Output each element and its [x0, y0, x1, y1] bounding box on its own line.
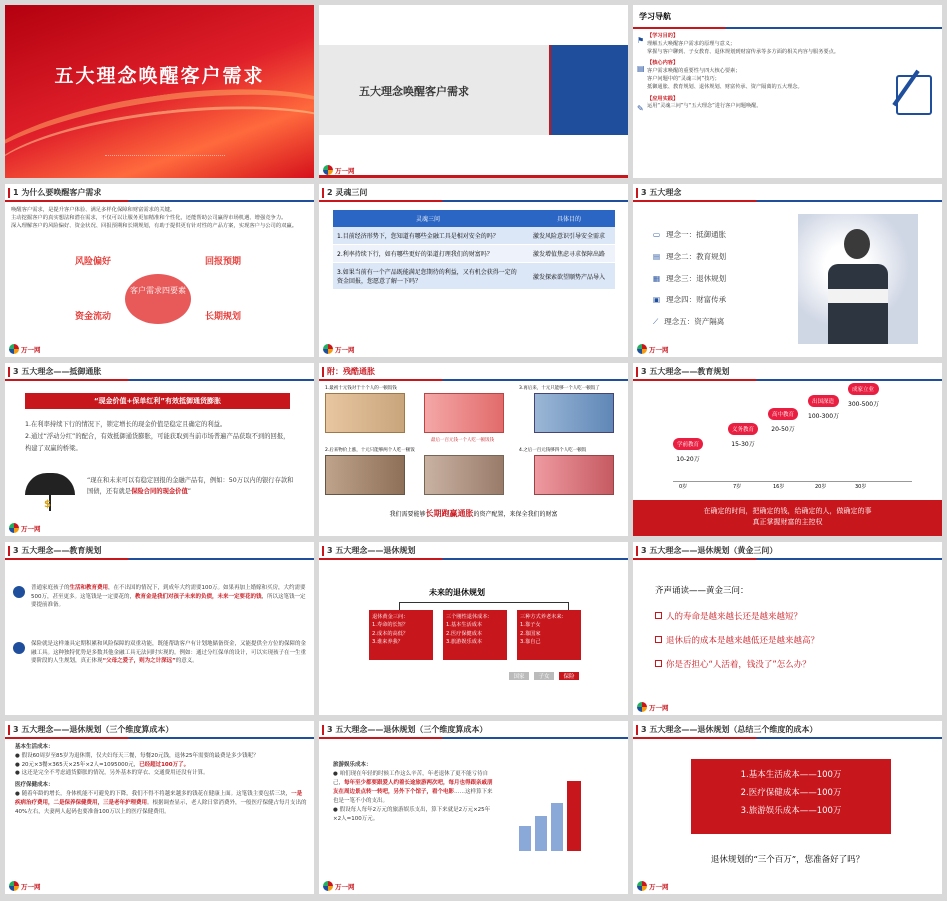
- caption-1: 1.最初十元钱对于十个人的一顿饭钱: [325, 386, 397, 391]
- tag-country: 国家: [509, 672, 529, 680]
- logo-icon: [323, 165, 333, 175]
- golden-q1: 人的寿命是越来越长还是越来越短？: [655, 610, 802, 622]
- tag-children: 子女: [534, 672, 554, 680]
- quadrant-liquidity: 资金流动: [75, 312, 112, 322]
- concept-item: ▦ 理念三：退休规划: [653, 273, 727, 283]
- flag-icon: ⚑: [637, 36, 645, 45]
- slide-5-three-questions[interactable]: [319, 184, 628, 357]
- concept-item: ▭ 理念一：抵御通胀: [653, 230, 727, 239]
- slide-7-inflation[interactable]: [5, 363, 314, 536]
- bottom-band: [319, 175, 628, 178]
- table-row: 1.目前经济形势下，您知道有哪些金融工具是相对安全的吗？ 激发风险意识引导安全需求: [333, 227, 615, 245]
- brand-logo: 万一网: [323, 881, 355, 891]
- nav-body: [637, 33, 872, 113]
- slide-header: 3 五大理念——教育规划: [5, 542, 314, 560]
- summary-row: 3.旅游娱乐成本——100万: [740, 805, 842, 816]
- slide-header: 2 灵魂三问: [319, 184, 628, 202]
- age-16: 16岁: [773, 484, 785, 490]
- table-row: 2.利率持续下行，如有哪些更好的渠道打理我们的财富吗？ 激发增值焦虑寻求保障出路: [333, 245, 615, 263]
- education-para-1: 普通家庭孩子的生活和教育费用，在不出国的情况下，到成年大约需要100万。如果再加上婚嫁和买房，大约需要500万，甚至更多。这笔钱是一定要花的，教育金是我们对孩子未来的负债，未来一定要花的钱，所以这笔钱一定要提前准备。: [31, 585, 306, 609]
- quadrant-risk: 风险偏好: [75, 257, 112, 267]
- summary-row: 2.医疗保健成本——100万: [740, 787, 842, 798]
- footer-text: 我们需要能够长期跑赢通胀的资产配置，来保全我们的财富: [389, 509, 558, 518]
- book-icon: ▤: [653, 251, 661, 261]
- questions-table: [333, 210, 615, 289]
- table-row: 3.如果当前有一个产品既能满足您期待的利益，又有机会获得一定的资金回报，您愿意了解一下吗？ 激发探索欲望顺势产品导入: [333, 263, 615, 290]
- core-3: 抵御通胀、教育规划、退休规划、财富传承、资产隔离的五大理念。: [647, 83, 803, 90]
- cover-footnote: [105, 155, 225, 165]
- slide-header: 3 五大理念——退休规划（黄金三问）: [633, 542, 942, 560]
- golden-title: 齐声诵读——黄金三问：: [655, 586, 749, 596]
- caption-3: 3.再后来，十元只能够一个人吃一顿饭了: [519, 386, 600, 391]
- banknote-10-old: [325, 393, 405, 433]
- person-image: [798, 214, 918, 344]
- brand-logo: 万一网: [637, 881, 669, 891]
- table-icon: ▭: [653, 230, 661, 239]
- slide-header: 3 五大理念——退休规划（三个维度算成本）: [5, 721, 314, 739]
- slide-title: 五大理念唤醒客户需求: [54, 65, 265, 87]
- slide-header: 1 为什么要唤醒客户需求: [5, 184, 314, 202]
- apply-icon: ✎: [637, 104, 644, 113]
- banknote-100: [424, 393, 504, 433]
- slide-header: 3 五大理念——抵御通胀: [5, 363, 314, 381]
- slide-2-title[interactable]: [319, 5, 628, 178]
- box-icon: ▣: [653, 295, 661, 305]
- bar-chart-illustration: [509, 771, 609, 861]
- cost-body: 基本生活成本： ● 假设60周岁至85岁为退休期，仅夫妇每天三餐，每餐20元钱，退休25年需要的最费是多少钱呢？ ● 20元×3餐×365天×25年×2人=1095000元，已经超过100万了。 ● 这还是完全不考虑通货膨胀的情况，另外基本的穿衣、交通费用还没有计算。 医疗保健成本： ● 随着年龄的增长，身体机能不可避免的下降，我们不得不将越来越多的钱花在健康上面。这笔钱主要包括三块，一是疾病治疗费用，二是保养保健费用，三是老年护理费用。根据调查显示，老人除日常消费外，一般医疗保健占每月支出的40%左右，夫妻两人起码也要准备100万以上的医疗保健费用。: [15, 744, 307, 815]
- square-bullet-icon: [655, 636, 662, 643]
- connector-top: [399, 602, 569, 610]
- slide-header: 附：残酷通胀: [319, 363, 628, 381]
- blue-accent: [549, 45, 628, 135]
- travel-body: 旅游娱乐成本： ● 咱们现在年轻的时候工作这么辛苦，年老退休了更不能亏待自己，每年至少都要跟爱人约着长途旅游两次吧，每月也得跟亲戚朋友在周边景点转一转吧，另外下个馆子，看个电影……这样算下来也是一笔不小的支出。 ● 假设每人每年2万元的旅游娱乐支出，算下来就是2万元×25年×2人=100万元。: [333, 762, 493, 823]
- brand-logo: 万一网: [9, 344, 41, 354]
- chart-icon: ⟋: [653, 317, 659, 326]
- slide-header: 学习导航: [639, 12, 671, 21]
- slide-header: 3 五大理念——退休规划（三个维度算成本）: [319, 721, 628, 739]
- slide-12-golden-questions[interactable]: [633, 542, 942, 715]
- slide-4-why[interactable]: [5, 184, 314, 357]
- header-line: [633, 27, 942, 29]
- concept-item: ▤ 理念二：教育规划: [653, 251, 727, 261]
- caption-5: 最后一百元钱一个人吃一顿饭钱: [431, 438, 494, 443]
- slide-11-retirement-plan[interactable]: [319, 542, 628, 715]
- concept-list: [653, 224, 726, 333]
- goal-2: 掌握与客户聊到、子女教育、退休规划到财富传承等多方面的相关内容与服务要点。: [647, 48, 839, 55]
- box-golden-questions: 退休黄金三问： 1.寿命的长短？ 2.成本的高低？ 3.谁来养我？: [369, 610, 433, 660]
- four-elements-diagram: [75, 254, 245, 349]
- education-para-2: 保险就是这样兼具定期积累和风险保障的双重功能，既能帮助客户有计划地储备资金，又能提供全方位的保障的金融工具。这种独特优势是多数其他金融工具无法同时实现的。例如：通过分红保单的设计，可以实现孩子在一生重要阶段的人生规划，真正体现“父母之爱子，则为之计深远”的意义。: [31, 641, 307, 665]
- section-title: 五大理念唤醒客户需求: [359, 85, 469, 98]
- slide-6-five-concepts[interactable]: [633, 184, 942, 357]
- stair-1: 义务教育 15-30万: [728, 423, 758, 448]
- banknote-100-mid: [424, 455, 504, 495]
- golden-q3: 你是否担心“人活着，钱没了”怎么办？: [655, 658, 811, 670]
- calendar-icon: ▦: [653, 273, 661, 283]
- concept-item: ▣ 理念四：财富传承: [653, 295, 727, 305]
- slide-1-cover[interactable]: [5, 5, 314, 178]
- slide-14-travel-cost[interactable]: [319, 721, 628, 894]
- apply-1: 运用“灵魂三问”与“五大理念”进行客户问题唤醒。: [647, 103, 762, 110]
- pen-paper-icon: [896, 75, 932, 115]
- slide-header: 3 五大理念——教育规划: [633, 363, 942, 381]
- brand-logo: 万一网: [9, 881, 41, 891]
- sec-title-goal: 【学习目的】: [647, 33, 679, 39]
- slide-10-education[interactable]: [5, 542, 314, 715]
- quote-text: “现在和未来可以有稳定回报的金融产品有，例如：50万以内的银行存款和国债，还有就是保险合同的现金价值”: [87, 477, 294, 496]
- slide-8-banknotes[interactable]: [319, 363, 628, 536]
- banknote-10-new: [534, 393, 614, 433]
- age-7: 7岁: [733, 484, 742, 490]
- quadrant-longterm: 长期规划: [205, 312, 242, 322]
- banknote-100-red: [534, 455, 614, 495]
- core-2: 客户问题中的“灵魂三问”技巧；: [647, 75, 720, 82]
- stair-2: 高中教育 20-50万: [768, 408, 798, 433]
- brand-logo: 万一网: [323, 344, 355, 354]
- sec-title-apply: 【应用实践】: [647, 95, 679, 102]
- brand-logo: 万一网: [9, 523, 41, 533]
- slide-3-nav[interactable]: [633, 5, 942, 178]
- concept-item: ⟋ 理念五：资产隔离: [653, 317, 725, 326]
- age-30: 30岁: [855, 484, 867, 490]
- education-icon: [13, 586, 25, 598]
- umbrella-icon: $: [25, 473, 75, 513]
- stair-0: 学前教育 10-20万: [673, 438, 703, 463]
- age-20: 20岁: [815, 484, 827, 490]
- insurance-icon: [13, 642, 25, 654]
- red-accent: [549, 45, 551, 135]
- brand-logo: 万一网: [637, 344, 669, 354]
- center-circle: 客户需求四要素: [125, 274, 191, 324]
- summary-box: [691, 759, 891, 834]
- square-bullet-icon: [655, 612, 662, 619]
- slide-header: 3 五大理念: [633, 184, 942, 202]
- summary-footer: 退休规划的“三个百万”，您准备好了吗？: [710, 855, 865, 865]
- slide-header: 3 五大理念——退休规划（总结三个维度的成本）: [633, 721, 942, 739]
- col-header-questions: 灵魂三问: [333, 210, 523, 227]
- golden-q2: 退休后的成本是越来越低还是越来越高？: [655, 634, 819, 646]
- brand-logo: 万一网: [637, 702, 669, 712]
- slide-9-education-stairs[interactable]: [633, 363, 942, 536]
- slide-13-living-medical-costs[interactable]: [5, 721, 314, 894]
- col-header-purpose: 具体目的: [523, 210, 615, 227]
- goal-1: 理解五大唤醒客户需求的原理与意义；: [647, 40, 736, 47]
- slide-15-summary[interactable]: [633, 721, 942, 894]
- slide-header: 3 五大理念——退休规划: [319, 542, 628, 560]
- banknote-10-mid: [325, 455, 405, 495]
- box-three-ways: 三种方式养老未来： 1.靠子女 2.靠国家 3.靠自己: [517, 610, 581, 660]
- square-bullet-icon: [655, 660, 662, 667]
- caption-7: 4.之后一百元钱够四个人吃一顿饭: [519, 448, 587, 453]
- caption-6: 2.后来物价上涨，十元只能够两个人吃一顿饭: [325, 448, 415, 453]
- age-axis: [673, 481, 912, 482]
- box-three-costs: 三个刚性退休成本： 1.基本生活成本 2.医疗保健成本 3.旅游娱乐成本: [443, 610, 507, 660]
- tag-insurance: 保险: [559, 672, 579, 680]
- core-1: 客户需求唤醒的重要性与四大核心要素；: [647, 68, 741, 75]
- summary-row: 1.基本生活成本——100万: [740, 770, 842, 780]
- book-icon: ▤: [637, 64, 645, 73]
- age-0: 0岁: [679, 484, 688, 490]
- sec-title-core: 【核心内容】: [647, 60, 679, 67]
- quadrant-return: 回报预期: [205, 257, 242, 267]
- why-text: 唤醒客户需求，是提升客户体验、满足多样化保障和财富需求的关键。 主动挖掘客户的真实想法和潜在需求，不仅可以让服务更加精准和个性化，还能帮助公司赢得市场机遇、增强竞争力。 深入理解客户的风险偏好、资金状况、回报预期和长期规划，有助于提供更有针对性的产品方案，实现客户与公司的双赢。: [11, 207, 298, 230]
- diagram-title: 未来的退休规划: [429, 588, 485, 597]
- stair-3: 出国深造 100-300万: [808, 395, 839, 420]
- brand-logo: 万一网: [323, 165, 355, 175]
- stair-4: 成家立业 300-500万: [848, 383, 879, 408]
- inflation-text: 1.在利率持续下行的情况下，锁定增长的现金价值是稳定且确定的利益。 2.通过“浮动分红”的配合，有效抵御通货膨胀，可能获取到当前市场普遍产品获取不到的回报，构建了双赢的桥梁。: [25, 421, 290, 452]
- footer-band: 在确定的时间，把确定的钱，给确定的人，做确定的事 真正掌握财富的主控权: [633, 500, 942, 536]
- banner: “现金价值+保单红利”有效抵御通货膨胀: [25, 393, 290, 409]
